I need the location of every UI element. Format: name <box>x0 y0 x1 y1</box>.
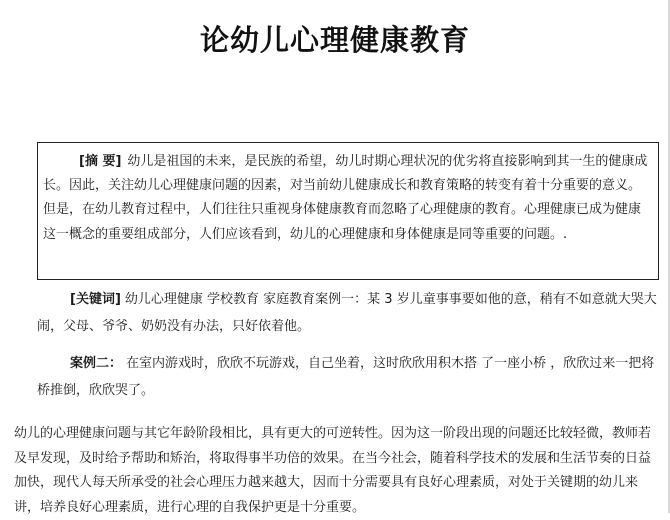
case-two-text: 在室内游戏时，欣欣不玩游戏，自己坐着，这时欣欣用积木搭 了一座小桥 ，欣欣过来一把将桥推倒，欣欣哭了。 <box>37 356 655 398</box>
keywords-paragraph <box>37 286 657 340</box>
case-two-label: 案例二： <box>70 356 123 371</box>
keywords-label: [关键词] <box>70 292 121 307</box>
abstract-text: 幼儿是祖国的未来，是民族的希望，幼儿时期心理状况的优劣将直接影响到其一生的健康成长。因此，关注幼儿心理健康问题的因素，对当前幼儿健康成长和教育策略的转变有着十分重要的意义。但是，在幼儿教育过程中，人们往往只重视身体健康教育而忽略了心理健康的教育。心理健康已成为健康这一概念的重要组成部分，人们应该看到，幼儿的心理健康和身体健康是同等重要的问题。. <box>43 154 648 242</box>
abstract-label: [摘 要] <box>79 154 122 169</box>
abstract-box <box>37 142 659 280</box>
case-two-paragraph <box>37 350 657 404</box>
keywords-text: 幼儿心理健康 学校教育 家庭教育案例一：某 3 岁儿童事事要如他的意，稍有不如意就大哭大闹，父母、爷爷、奶奶没有办法，只好依着他。 <box>37 292 657 334</box>
document-title: 论幼儿心理健康教育 <box>199 23 470 57</box>
body-paragraph: 幼儿的心理健康问题与其它年龄阶段相比，具有更大的可逆转性。因为这一阶段出现的问题还比较轻微，教师若及早发现，及时给予帮助和矫治，将取得事半功倍的效果。在当今社会，随着科学技术的发展和生活节奏的日益加快，现代人每天所承受的社会心理压力越来越大，因而十分需要具有良好心理素质，对处于关键期的幼儿来讲，培养良好心理素质，进行心理的自我保护更是十分重要。 <box>14 426 652 515</box>
